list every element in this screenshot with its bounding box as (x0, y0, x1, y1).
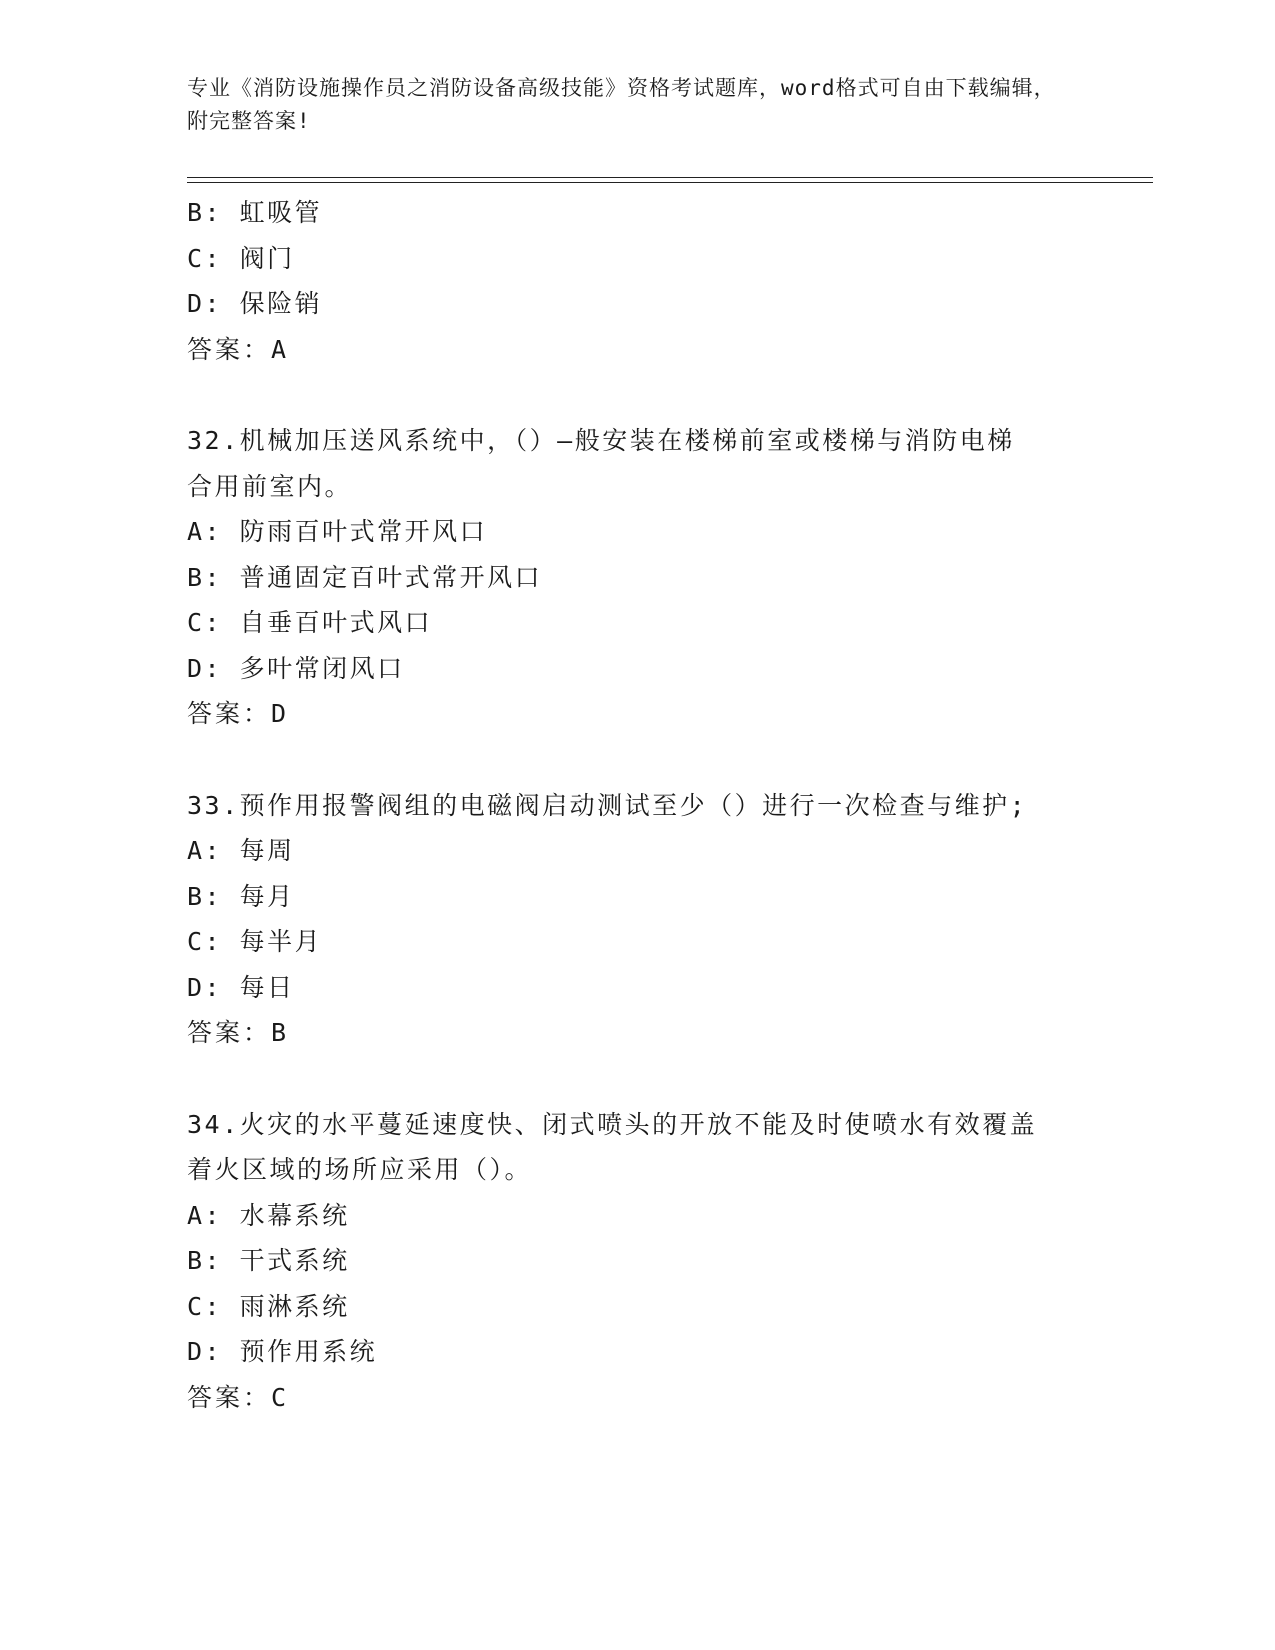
document-header-intro: 专业《消防设施操作员之消防设备高级技能》资格考试题库，word格式可自由下载编辑，附完整答案! (187, 76, 1056, 133)
option-b: B: 虹吸管 (187, 198, 323, 227)
question-31-continuation (187, 190, 1087, 372)
answer-label: 答案： (187, 1018, 272, 1047)
answer-label: 答案： (187, 1382, 272, 1412)
option-d: D: 每日 (187, 972, 295, 1002)
answer-label: 答案： (187, 334, 272, 364)
option-b: B: 干式系统 (187, 1246, 350, 1275)
answer-value: A (271, 334, 288, 364)
question-34 (187, 1102, 1087, 1421)
option-a: A: 每周 (187, 836, 295, 865)
option-b: B: 每月 (187, 881, 295, 911)
answer-line (187, 691, 1087, 737)
answer-line (187, 1375, 1087, 1421)
option-c: C: 阀门 (187, 243, 295, 273)
question-text-line1: 33.预作用报警阀组的电磁阀启动测试至少（）进行一次检查与维护; (187, 790, 1028, 820)
option-c: C: 自垂百叶式风口 (187, 608, 433, 637)
option-d: D: 多叶常闭风口 (187, 653, 405, 683)
answer-line (187, 327, 1087, 373)
answer-value: C (271, 1382, 288, 1412)
answer-value: B (271, 1018, 288, 1047)
option-d: D: 保险销 (187, 289, 323, 318)
option-b: B: 普通固定百叶式常开风口 (187, 562, 543, 592)
header-divider-bottom (187, 182, 1153, 183)
question-text-line1: 32.机械加压送风系统中，（）—般安装在楼梯前室或楼梯与消防电梯 (187, 426, 1015, 455)
question-33 (187, 783, 1087, 1056)
option-c: C: 雨淋系统 (187, 1291, 350, 1321)
question-32 (187, 418, 1087, 737)
answer-line (187, 1010, 1087, 1056)
question-list (187, 190, 1087, 1420)
option-a: A: 水幕系统 (187, 1200, 350, 1230)
header-divider-top (187, 177, 1153, 178)
question-text-line1: 34.火灾的水平蔓延速度快、闭式喷头的开放不能及时使喷水有效覆盖 (187, 1109, 1038, 1139)
answer-value: D (271, 699, 288, 728)
question-text-line2: 着火区域的场所应采用（）。 (187, 1155, 533, 1184)
option-a: A: 防雨百叶式常开风口 (187, 517, 488, 546)
option-d: D: 预作用系统 (187, 1337, 378, 1366)
answer-label: 答案： (187, 699, 272, 728)
question-text-line2: 合用前室内。 (187, 471, 353, 501)
option-c: C: 每半月 (187, 927, 323, 956)
